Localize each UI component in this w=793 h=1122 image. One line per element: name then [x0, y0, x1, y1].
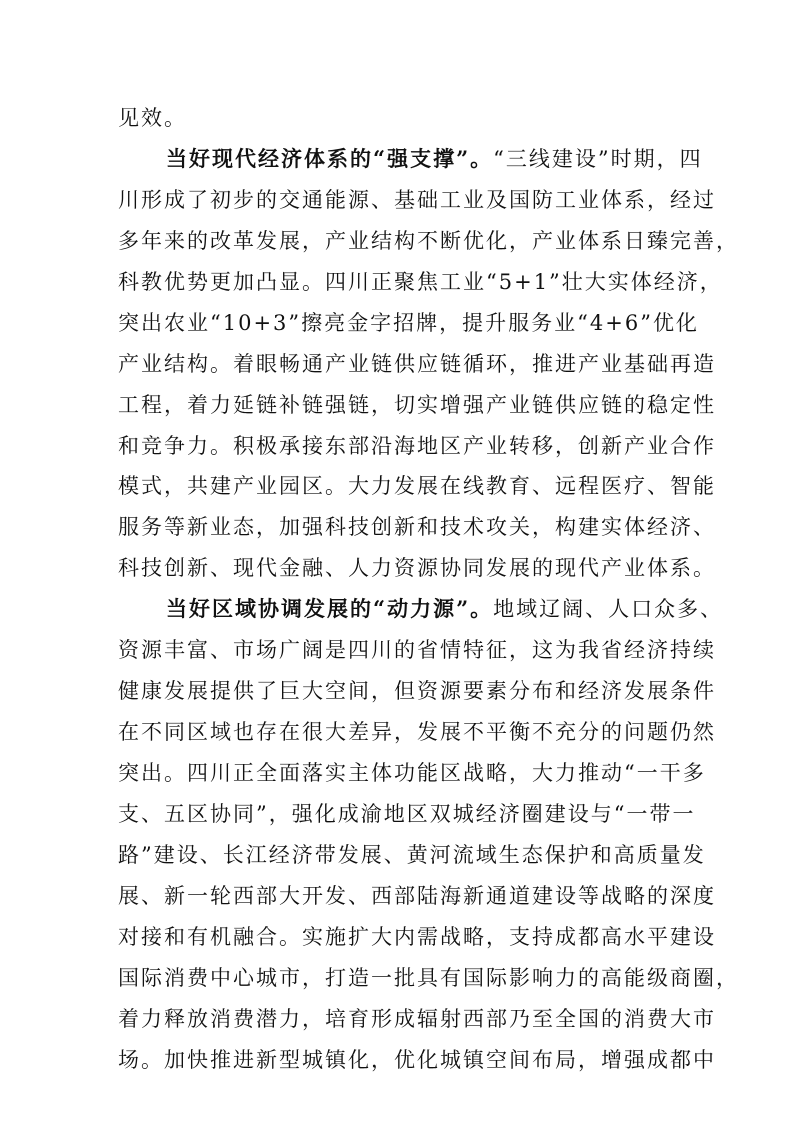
text-line: 在不同区域也存在很大差异，发展不平衡不充分的问题仍然 [118, 720, 716, 745]
text-line: 模式，共建产业园区。大力发展在线教育、远程医疗、智能 [118, 474, 716, 499]
text-line: 突出农业“10+3”擦亮金字招牌，提升服务业“4+6”优化 [118, 310, 699, 335]
text-line: 川形成了初步的交通能源、基础工业及国防工业体系，经过 [118, 187, 716, 212]
text-line: 突出。四川正全面落实主体功能区战略，大力推动“一干多 [118, 761, 706, 785]
text-line: 路”建设、长江经济带发展、黄河流域生态保护和高质量发 [118, 842, 706, 867]
text-line: 健康发展提供了巨大空间，但资源要素分布和经济发展条件 [118, 679, 716, 704]
text-line: 着力释放消费潜力，培育形成辐射西部乃至全国的消费大市 [118, 1006, 716, 1031]
text-line: 资源丰富、市场广阔是四川的省情特征，这为我省经济持续 [118, 638, 716, 663]
text-line: 和竞争力。积极承接东部沿海地区产业转移，创新产业合作 [118, 433, 716, 458]
text-line: 见效。 [118, 106, 187, 130]
text-line: 地域辽阔、人口众多、 [493, 597, 724, 622]
text-line: “三线建设”时期，四 [493, 146, 703, 171]
text-line: 对接和有机融合。实施扩大内需战略，支持成都高水平建设 [118, 924, 716, 949]
text-line: 展、新一轮西部大开发、西部陆海新通道建设等战略的深度 [118, 883, 716, 908]
text-line: 国际消费中心城市，打造一批具有国际影响力的高能级商圈， [118, 965, 739, 990]
text-line: 场。加快推进新型城镇化，优化城镇空间布局，增强成都中 [118, 1047, 716, 1072]
text-line: 支、五区协同”，强化成渝地区双城经济圈建设与“一带一 [118, 801, 696, 826]
text-line: 服务等新业态，加强科技创新和技术攻关，构建实体经济、 [118, 515, 716, 540]
paragraph-start [118, 139, 703, 180]
section-heading: 当好现代经济体系的“强支撑”。 [166, 145, 494, 171]
text-line: 多年来的改革发展，产业结构不断优化，产业体系日臻完善， [118, 228, 739, 253]
text-line: 科教优势更加凸显。四川正聚焦工业“5+1”壮大实体经济， [118, 269, 723, 294]
document-page [118, 98, 739, 1081]
section-heading: 当好区域协调发展的“动力源”。 [166, 596, 494, 622]
text-line: 工程，着力延链补链强链，切实增强产业链供应链的稳定性 [118, 392, 716, 417]
paragraph-start [118, 589, 724, 630]
text-line: 科技创新、现代金融、人力资源协同发展的现代产业体系。 [118, 556, 716, 581]
text-line: 产业结构。着眼畅通产业链供应链循环，推进产业基础再造 [118, 351, 716, 376]
